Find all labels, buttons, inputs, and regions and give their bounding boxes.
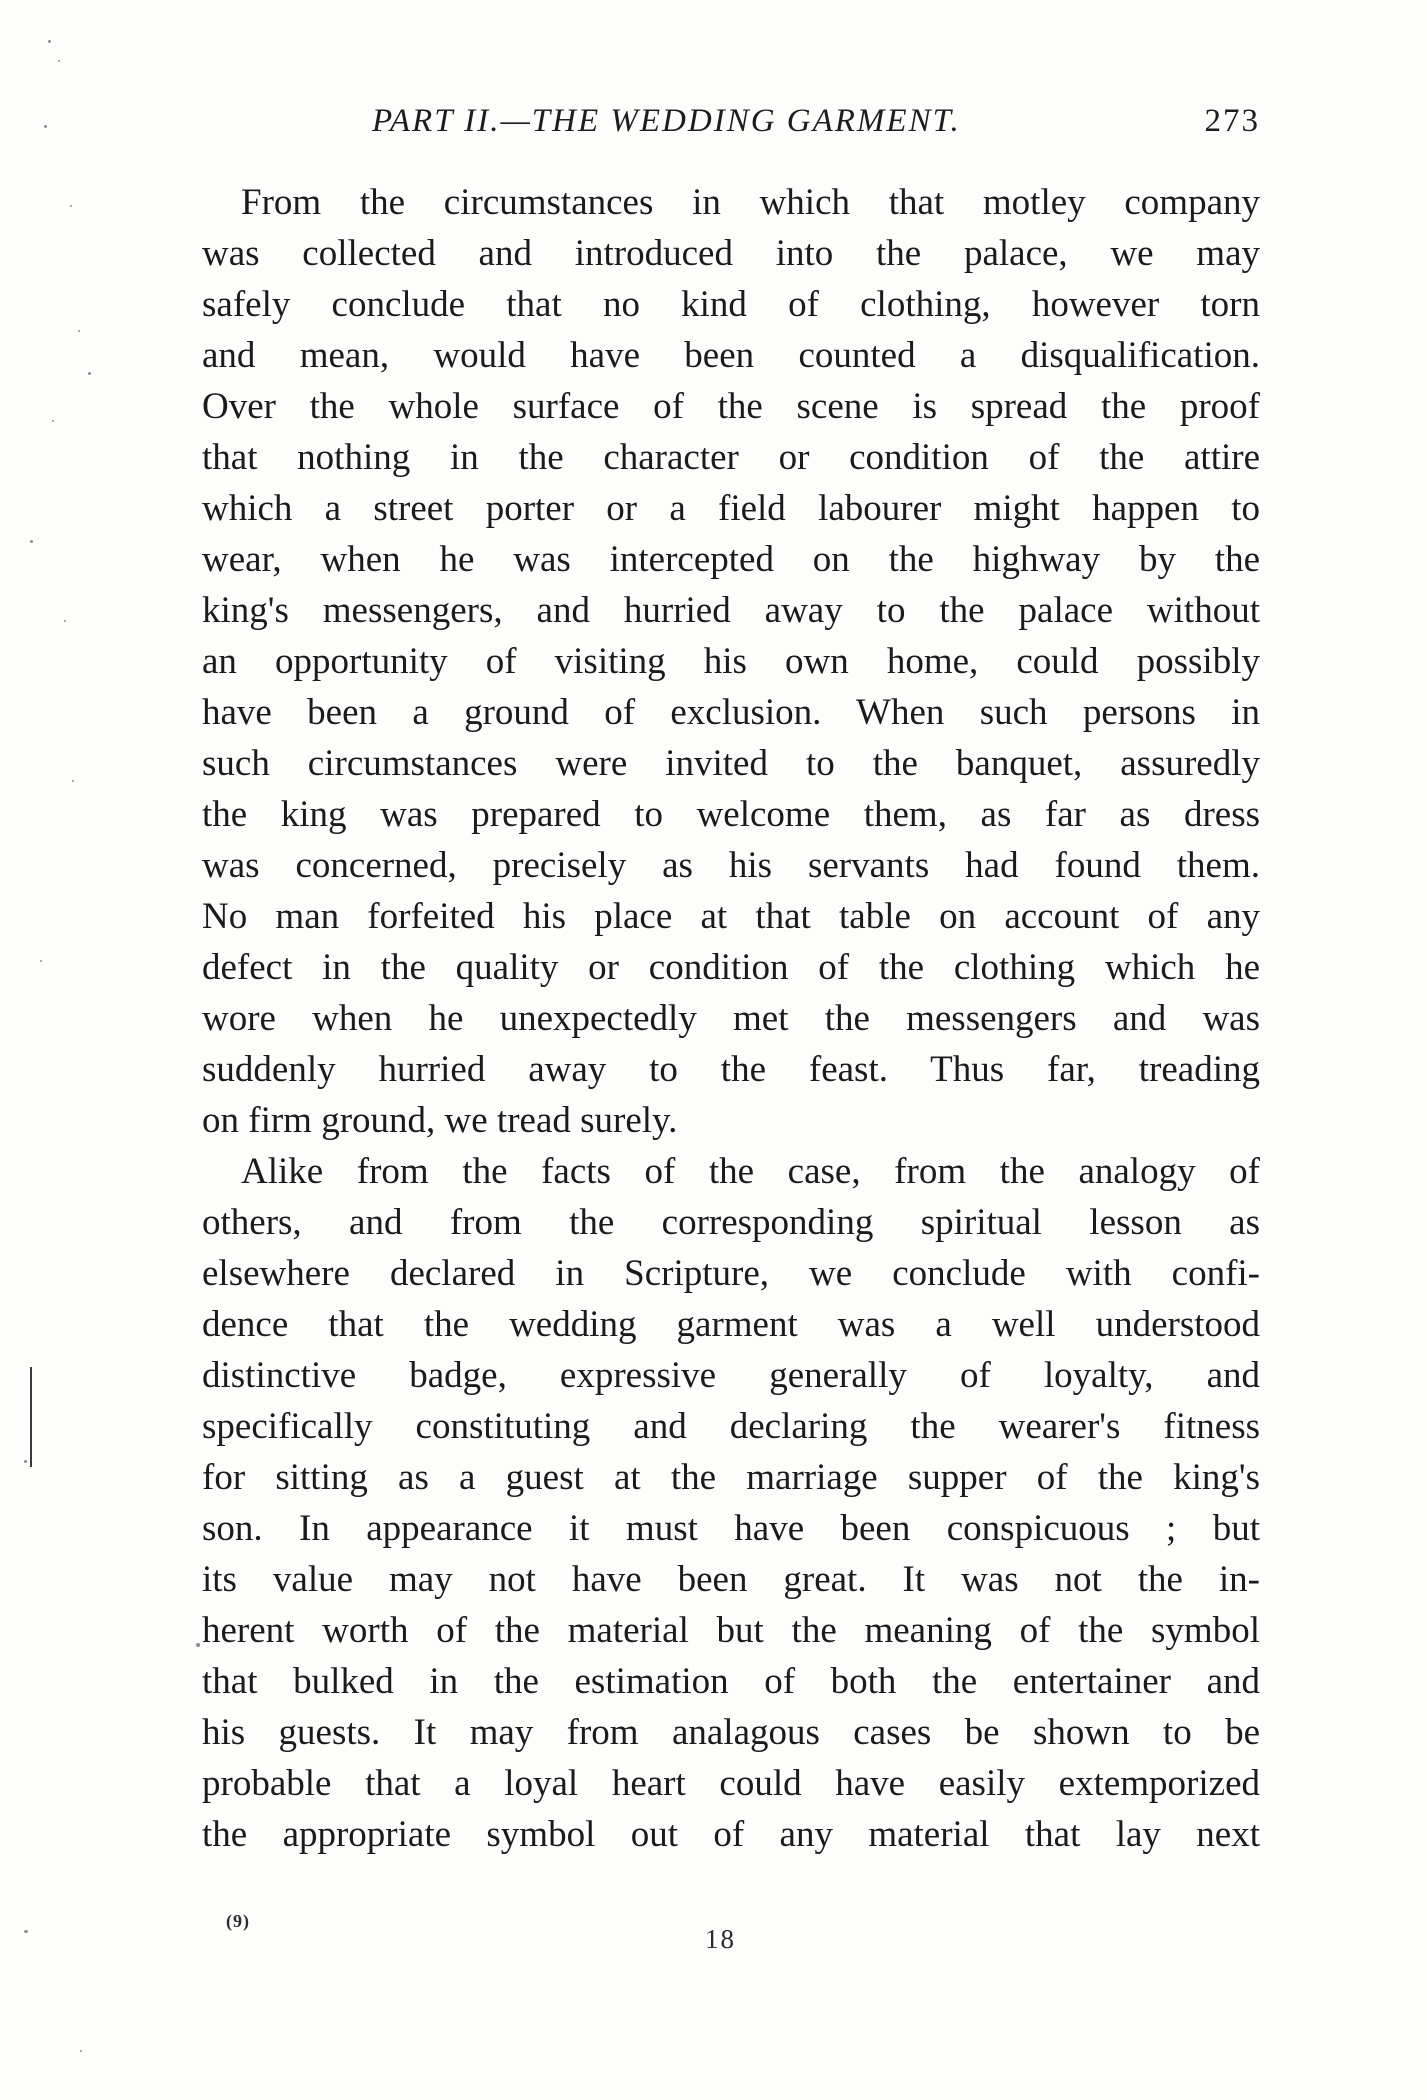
body-text [202, 177, 1260, 1860]
text-line: and mean, would have been counted a disqualification. [202, 335, 1260, 376]
text-line: herent worth of the material but the meaning of the symbol [202, 1610, 1260, 1651]
running-title: PART II.—THE WEDDING GARMENT. [372, 103, 961, 139]
margin-speck [52, 420, 54, 422]
text-line: Over the whole surface of the scene is spread the proof [202, 386, 1260, 427]
text-line: was collected and introduced into the palace, we may [202, 233, 1260, 274]
text-line: wore when he unexpectedly met the messengers and was [202, 998, 1260, 1039]
text-line: the appropriate symbol out of any material that lay next [202, 1814, 1260, 1855]
signature-mark: (9) [226, 1911, 250, 1931]
text-line: his guests. It may from analagous cases be shown to be [202, 1712, 1260, 1753]
margin-speck [30, 540, 33, 543]
text-line: that nothing in the character or condition of the attire [202, 437, 1260, 478]
margin-speck [64, 620, 66, 622]
text-line: on firm ground, we tread surely. [202, 1100, 678, 1141]
text-line: dence that the wedding garment was a well understood [202, 1304, 1260, 1345]
margin-speck [44, 125, 47, 128]
margin-speck [24, 1930, 28, 1933]
margin-speck [58, 60, 60, 62]
text-line: the king was prepared to welcome them, as far as dress [202, 794, 1260, 835]
margin-speck [48, 40, 51, 43]
text-line: an opportunity of visiting his own home, could possibly [202, 641, 1260, 682]
text-line: probable that a loyal heart could have easily extemporized [202, 1763, 1260, 1804]
text-line: such circumstances were invited to the banquet, assuredly [202, 743, 1260, 784]
text-line: Alike from the facts of the case, from the analogy of [241, 1151, 1260, 1192]
margin-speck [40, 960, 42, 962]
text-line: No man forfeited his place at that table on account of any [202, 896, 1260, 937]
page-number: 273 [1204, 103, 1260, 139]
text-line: have been a ground of exclusion. When such persons in [202, 692, 1260, 733]
running-head [372, 103, 1260, 153]
margin-speck [24, 1460, 27, 1463]
text-line: specifically constituting and declaring the wearer's fitness [202, 1406, 1260, 1447]
text-line: was concerned, precisely as his servants had found them. [202, 845, 1260, 886]
text-line: others, and from the corresponding spiritual lesson as [202, 1202, 1260, 1243]
text-line: wear, when he was intercepted on the highway by the [202, 539, 1260, 580]
margin-speck [80, 2050, 82, 2052]
text-line: suddenly hurried away to the feast. Thus far, treading [202, 1049, 1260, 1090]
margin-speck [78, 330, 80, 332]
margin-scan-line [30, 1367, 32, 1467]
text-line: safely conclude that no kind of clothing, however torn [202, 284, 1260, 325]
text-line: defect in the quality or condition of the clothing which he [202, 947, 1260, 988]
text-line: king's messengers, and hurried away to the palace without [202, 590, 1260, 631]
text-line: From the circumstances in which that motley company [241, 182, 1260, 223]
text-line: that bulked in the estimation of both the entertainer and [202, 1661, 1260, 1702]
text-line: distinctive badge, expressive generally of loyalty, and [202, 1355, 1260, 1396]
margin-speck [88, 372, 91, 375]
text-line: which a street porter or a field labourer might happen to [202, 488, 1260, 529]
margin-speck [196, 1643, 200, 1647]
margin-speck [72, 780, 74, 782]
margin-speck [70, 205, 72, 207]
text-line: son. In appearance it must have been conspicuous ; but [202, 1508, 1260, 1549]
text-line: elsewhere declared in Scripture, we conclude with confi- [202, 1253, 1260, 1294]
text-line: for sitting as a guest at the marriage supper of the king's [202, 1457, 1260, 1498]
sheet-number: 18 [705, 1924, 736, 1954]
text-line: its value may not have been great. It was not the in- [202, 1559, 1260, 1600]
